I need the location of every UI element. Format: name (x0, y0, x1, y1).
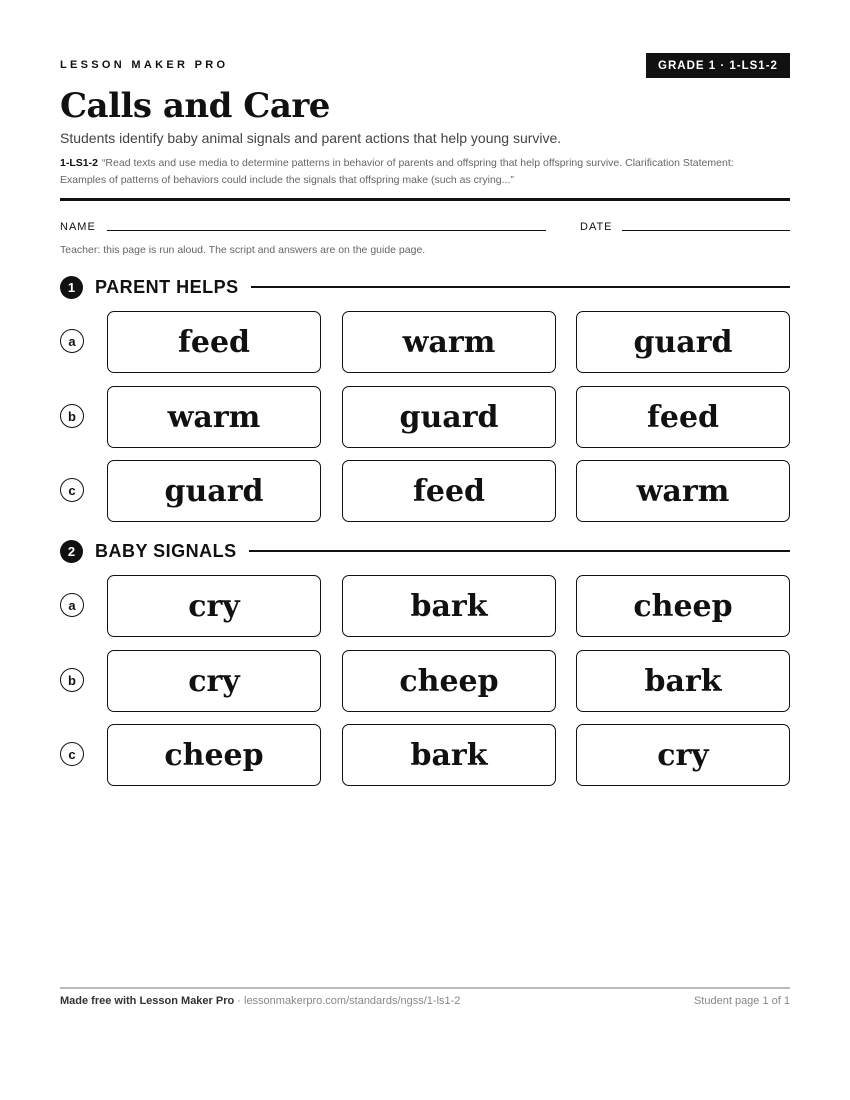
section-rule (251, 286, 790, 288)
standard-code: 1-LS1-2 (60, 157, 98, 169)
date-line[interactable] (622, 230, 790, 231)
row-letter-badge: b (60, 668, 84, 692)
row-letter-badge: a (60, 329, 84, 353)
word-choice-box[interactable]: feed (107, 311, 321, 373)
grade-badge: GRADE 1 · 1-LS1-2 (646, 53, 790, 78)
row-letter-badge: c (60, 742, 84, 766)
answer-row (60, 460, 790, 522)
section-rule (249, 550, 790, 552)
section-title: PARENT HELPS (95, 276, 239, 297)
section-number-badge: 2 (60, 540, 83, 563)
word-choice-box[interactable]: feed (576, 386, 790, 448)
page-subtitle: Students identify baby animal signals and parent actions that help young survive. (60, 130, 562, 146)
word-choice-box[interactable]: bark (576, 650, 790, 712)
word-choice-box[interactable]: cry (576, 724, 790, 786)
name-label: NAME (60, 221, 96, 233)
teacher-note: Teacher: this page is run aloud. The script and answers are on the guide page. (60, 244, 426, 256)
word-choice-box[interactable]: cheep (576, 575, 790, 637)
word-choice-box[interactable]: feed (342, 460, 556, 522)
answer-row (60, 724, 790, 786)
row-letter-badge: c (60, 478, 84, 502)
answer-row (60, 386, 790, 448)
section-title: BABY SIGNALS (95, 540, 237, 561)
section-number-badge: 1 (60, 276, 83, 299)
word-choice-box[interactable]: warm (342, 311, 556, 373)
section-heading-baby-signals (60, 538, 790, 564)
word-choice-box[interactable]: warm (576, 460, 790, 522)
section-heading-parent-helps (60, 274, 790, 300)
footer-credit (60, 995, 460, 1007)
standard-statement (60, 155, 760, 189)
word-choice-box[interactable]: bark (342, 724, 556, 786)
page-title: Calls and Care (60, 86, 330, 126)
date-label: DATE (580, 221, 613, 233)
word-choice-box[interactable]: guard (342, 386, 556, 448)
answer-row (60, 650, 790, 712)
word-choice-box[interactable]: guard (107, 460, 321, 522)
word-choice-box[interactable]: cry (107, 575, 321, 637)
header-divider (60, 198, 790, 201)
footer-divider (60, 987, 790, 989)
word-choice-box[interactable]: bark (342, 575, 556, 637)
footer-url[interactable]: · lessonmakerpro.com/standards/ngss/1-ls1-2 (234, 995, 461, 1007)
word-choice-box[interactable]: warm (107, 386, 321, 448)
answer-row (60, 575, 790, 637)
answer-row (60, 311, 790, 373)
row-letter-badge: b (60, 404, 84, 428)
word-choice-box[interactable]: cheep (107, 724, 321, 786)
footer-page-number: Student page 1 of 1 (693, 995, 790, 1007)
brand-name: LESSON MAKER PRO (60, 59, 229, 71)
name-line[interactable] (107, 230, 546, 231)
footer-made-with: Made free with Lesson Maker Pro (60, 995, 235, 1007)
standard-text: “Read texts and use media to determine patterns in behavior of parents and offspring that help offspring survive. Clarification Statement: Examples of patterns of behaviors could include the signals that offspring make (such as crying...” (60, 157, 734, 186)
word-choice-box[interactable]: guard (576, 311, 790, 373)
row-letter-badge: a (60, 593, 84, 617)
word-choice-box[interactable]: cry (107, 650, 321, 712)
word-choice-box[interactable]: cheep (342, 650, 556, 712)
